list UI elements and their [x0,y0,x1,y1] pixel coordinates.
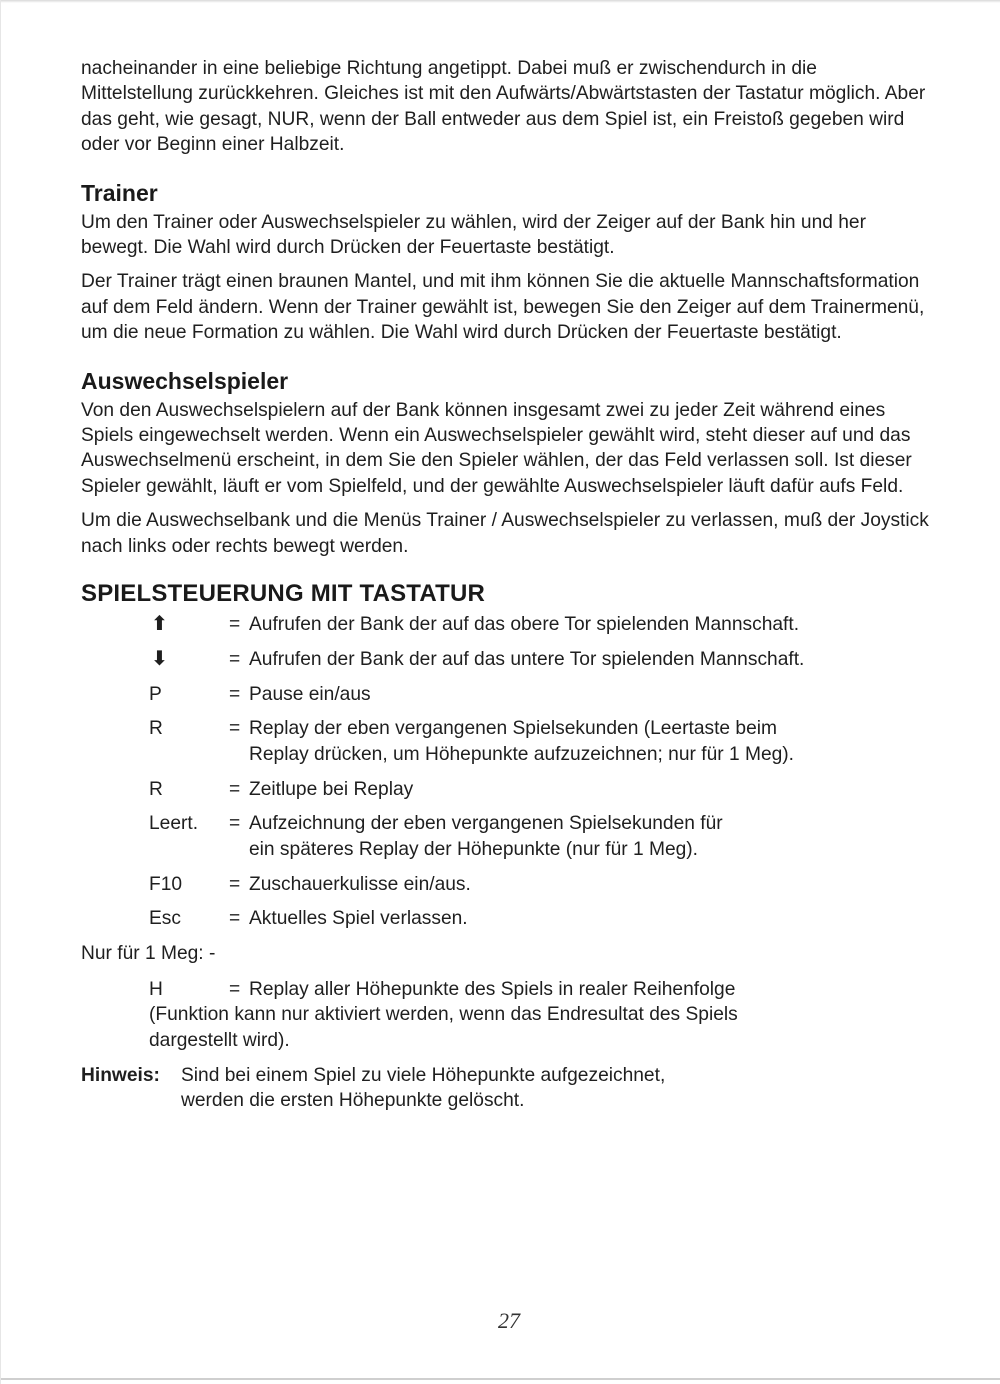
key-row-r-slowmo [81,777,931,802]
arrow-up-icon: ⬆ [151,613,168,636]
key-equals: = [229,648,241,670]
key-equals: = [229,978,241,1000]
page-number: 27 [498,1308,520,1333]
key-label: P [149,683,162,705]
only-1-meg-label: Nur für 1 Meg: - [81,943,216,965]
note-text-line: werden die ersten Höhepunkte gelöscht. [181,1090,525,1112]
key-description-line: dargestellt wird). [149,1029,290,1051]
key-row-esc [81,906,931,931]
key-description-line: Aufzeichnung der eben vergangenen Spielsekunden für [249,813,723,835]
key-equals: = [229,873,241,895]
key-description [249,811,931,862]
key-label: R [149,718,163,740]
key-description [249,612,931,637]
key-description-line: Aktuelles Spiel verlassen. [249,908,468,930]
key-row-down [81,647,931,672]
key-description-line: Pause ein/aus [249,683,371,705]
key-equals: = [229,778,241,800]
key-label: H [149,978,163,1000]
key-equals: = [229,908,241,930]
key-description-line: ein späteres Replay der Höhepunkte (nur für 1 Meg). [249,838,699,860]
trainer-paragraph-1: Um den Trainer oder Auswechselspieler zu wählen, wird der Zeiger auf der Bank hin und her bewegt. Die Wahl wird durch Drücken der Feuertaste bestätigt. [81,211,866,259]
key-description [249,906,931,931]
scan-edge-bottom [1,1378,1000,1380]
scan-edge-top [1,0,1000,3]
substitutes-paragraph-2: Um die Auswechselbank und die Menüs Trainer / Auswechselspieler zu verlassen, muß der Joystick nach links oder rechts bewegt werden. [81,510,929,557]
key-description [249,682,931,707]
intro-paragraph: nacheinander in eine beliebige Richtung angetippt. Dabei muß er zwischendurch in die Mittelstellung zurückkehren. Gleiches ist mit den Aufwärts/Abwärtstasten der Tastatur möglich. Aber das geht, wie gesagt, NUR, wenn der Ball entweder aus dem Spiel ist, ein Freistoß gegeben wird oder vor Beginn einer Halbzeit. [81,58,926,156]
key-description-line: Replay der eben vergangenen Spielsekunden (Leertaste beim [249,718,778,740]
arrow-down-icon: ⬇ [151,647,168,670]
key-equals: = [229,614,241,636]
key-equals: = [229,683,241,705]
key-list [81,612,931,932]
trainer-heading: Trainer [81,179,158,206]
note-label: Hinweis: [81,1064,160,1086]
key-description-line: Replay drücken, um Höhepunkte aufzuzeichnen; nur für 1 Meg). [249,743,795,765]
key-description-line: (Funktion kann nur aktiviert werden, wenn das Endresultat des Spiels [149,1004,738,1026]
key-label: Leert. [149,813,199,835]
key-description-line: Zuschauerkulisse ein/aus. [249,873,471,895]
keyboard-heading: SPIELSTEUERUNG MIT TASTATUR [81,580,486,608]
key-label: R [149,778,163,800]
trainer-paragraph-2: Der Trainer trägt einen braunen Mantel, und mit ihm können Sie die aktuelle Mannschaftsformation auf dem Feld ändern. Wenn der Trainer gewählt ist, bewegen Sie den Zeiger auf dem Trainermenü, um die neue Formation zu wählen. Die Wahl wird durch Drücken der Feuertaste bestätigt. [81,271,925,344]
key-description-line: Zeitlupe bei Replay [249,778,414,800]
key-row-r-replay [81,716,931,767]
key-row-p [81,682,931,707]
key-label: F10 [149,873,183,895]
key-description [249,777,931,802]
note [81,1063,931,1088]
key-row-space [81,811,931,862]
note-text-line: Sind bei einem Spiel zu viele Höhepunkte aufgezeichnet, [181,1064,666,1086]
key-description-line: Aufrufen der Bank der auf das untere Tor spielenden Mannschaft. [249,648,805,670]
key-description [249,647,931,672]
key-row-up [81,612,931,637]
key-description [249,716,931,767]
key-description [249,872,931,897]
key-equals: = [229,813,241,835]
page-content [81,56,931,1114]
key-description-line: Replay aller Höhepunkte des Spiels in realer Reihenfolge [249,978,736,1000]
key-description-line: Aufrufen der Bank der auf das obere Tor spielenden Mannschaft. [249,614,800,636]
key-h-continuation [81,1002,931,1053]
substitutes-heading: Auswechselspieler [81,367,289,394]
key-label: Esc [149,908,181,930]
key-row-f10 [81,872,931,897]
key-equals: = [229,718,241,740]
substitutes-paragraph-1: Von den Auswechselspielern auf der Bank können insgesamt zwei zu jeder Zeit während eines Spiels eingewechselt werden. Wenn ein Auswechselspieler gewählt wird, steht dieser auf und das Auswechselmenü erscheint, in dem Sie den Spieler wählen, der das Feld verlassen soll. Ist dieser Spieler gewählt, läuft er vom Spielfeld, und der gewählte Auswechselspieler läuft dafür aufs Feld. [81,399,912,497]
key-row-h [81,977,931,1002]
